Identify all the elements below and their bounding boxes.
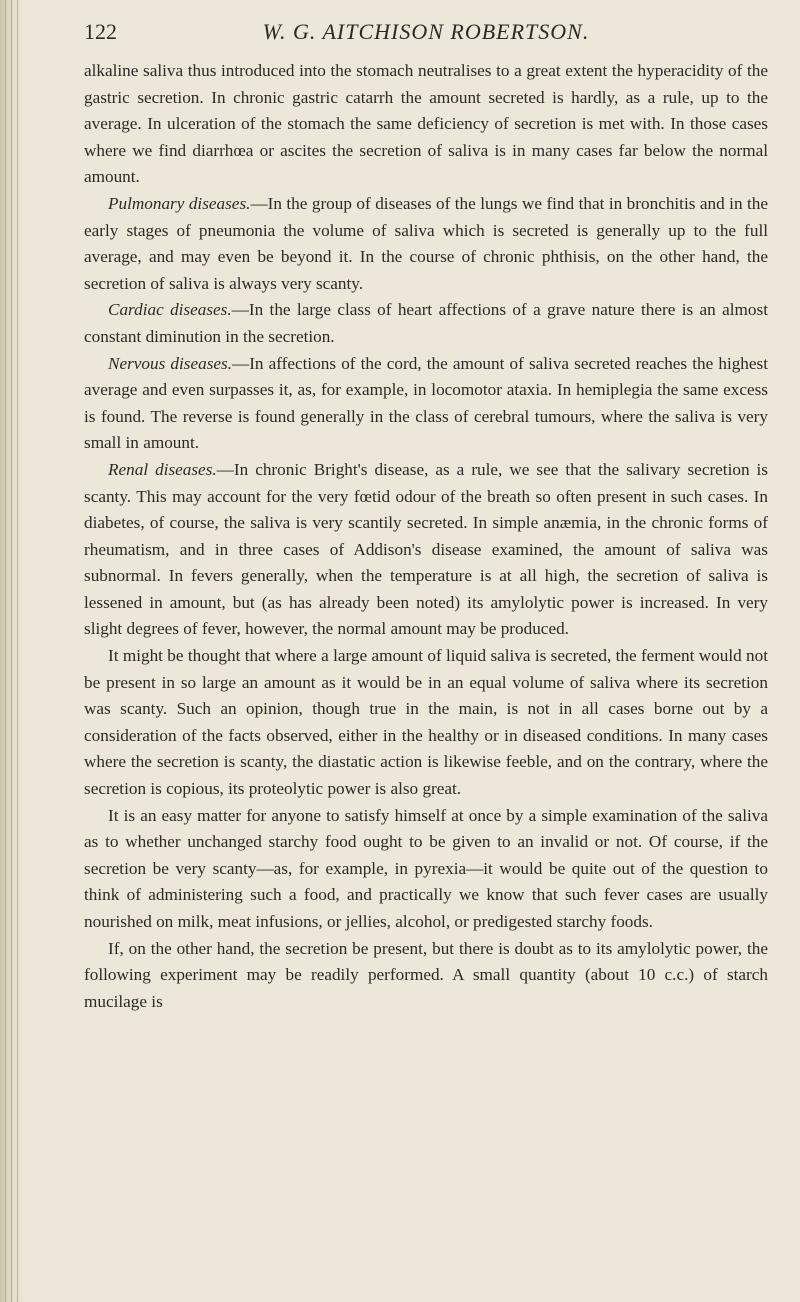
paragraph-text: It is an easy matter for anyone to satisfy himself at once by a simple examination of the saliva as to whether unchanged starchy food ought to be given to an invalid or not. Of course, if the secretion be very scanty—as, for example, in pyrexia—it would be quite out of the question to think of administering such a food, and practically we know that such fever cases are usually nourished on milk, meat infusions, or jellies, alcohol, or predigested starchy foods.: [84, 805, 768, 931]
paragraph-text: —In the large class of heart affections of a grave nature there is an almost constant diminution in the secretion.: [84, 300, 768, 346]
paragraph-text: It might be thought that where a large amount of liquid saliva is secreted, the ferment would not be present in so large an amount as it would be in an equal volume of saliva where its secretion was scanty. Such an opinion, though true in the main, is not in all cases borne out by a consideration of the facts observed, either in the healthy or in diseased conditions. In many cases where the secretion is scanty, the diastatic action is likewise feeble, and on the contrary, where the secretion is copious, its proteolytic power is also great.: [84, 646, 768, 799]
paragraph: [84, 643, 768, 803]
paragraph: [84, 351, 768, 457]
section-heading: Pulmonary diseases.: [108, 193, 251, 213]
page-number: 122: [84, 19, 117, 44]
gutter-rule: [17, 0, 18, 1302]
book-page: [84, 14, 768, 1015]
section-heading: Renal diseases.: [108, 459, 217, 479]
running-title: W. G. AITCHISON ROBERTSON.: [262, 19, 590, 44]
paragraph-text: —In the group of diseases of the lungs we find that in bronchitis and in the early stages of pneumonia the volume of saliva which is secreted is generally up to the full average, and may even be beyond it. In the course of chronic phthisis, on the other hand, the secretion of saliva is always very scanty.: [84, 193, 769, 293]
section-heading: Cardiac diseases.: [108, 300, 232, 320]
gutter-rule: [11, 0, 12, 1302]
paragraph: [84, 58, 768, 191]
paragraph-text: If, on the other hand, the secretion be present, but there is doubt as to its amylolytic power, the following experiment may be readily performed. A small quantity (about 10 c.c.) of starch mucilage is: [84, 938, 768, 1011]
paragraph: [84, 191, 768, 297]
paragraph-text: alkaline saliva thus introduced into the stomach neutralises to a great extent the hyperacidity of the gastric secretion. In chronic gastric catarrh the amount secreted is hardly, as a rule, up to the average. In ulceration of the stomach the same deficiency of secretion is met with. In those cases where we find diarrhœa or ascites the secretion of saliva is in many cases far below the normal amount.: [84, 61, 768, 187]
paragraph: [84, 457, 768, 643]
section-heading: Nervous diseases.: [108, 353, 232, 373]
body-text: [84, 58, 768, 1015]
paragraph-text: —In chronic Bright's disease, as a rule, we see that the salivary secretion is scanty. This may account for the very fœtid odour of the breath so often present in such cases. In diabetes, of course, the saliva is very scantily secreted. In simple anæmia, in the chronic forms of rheumatism, and in three cases of Addison's disease examined, the amount of saliva was subnormal. In fevers generally, when the temperature is at all high, the secretion of saliva is lessened in amount, but (as has already been noted) its amylolytic power is increased. In very slight degrees of fever, however, the normal amount may be produced.: [84, 459, 768, 639]
paragraph-text: —In affections of the cord, the amount of saliva secreted reaches the highest average and even surpasses it, as, for example, in locomotor ataxia. In hemiplegia the same excess is found. The reverse is found generally in the class of cerebral tumours, where the saliva is very small in amount.: [84, 353, 768, 453]
gutter-rule: [5, 0, 6, 1302]
paragraph: [84, 297, 768, 350]
running-head: [84, 14, 768, 50]
paragraph: [84, 803, 768, 936]
paragraph: [84, 936, 768, 1016]
binding-gutter: [0, 0, 24, 1302]
